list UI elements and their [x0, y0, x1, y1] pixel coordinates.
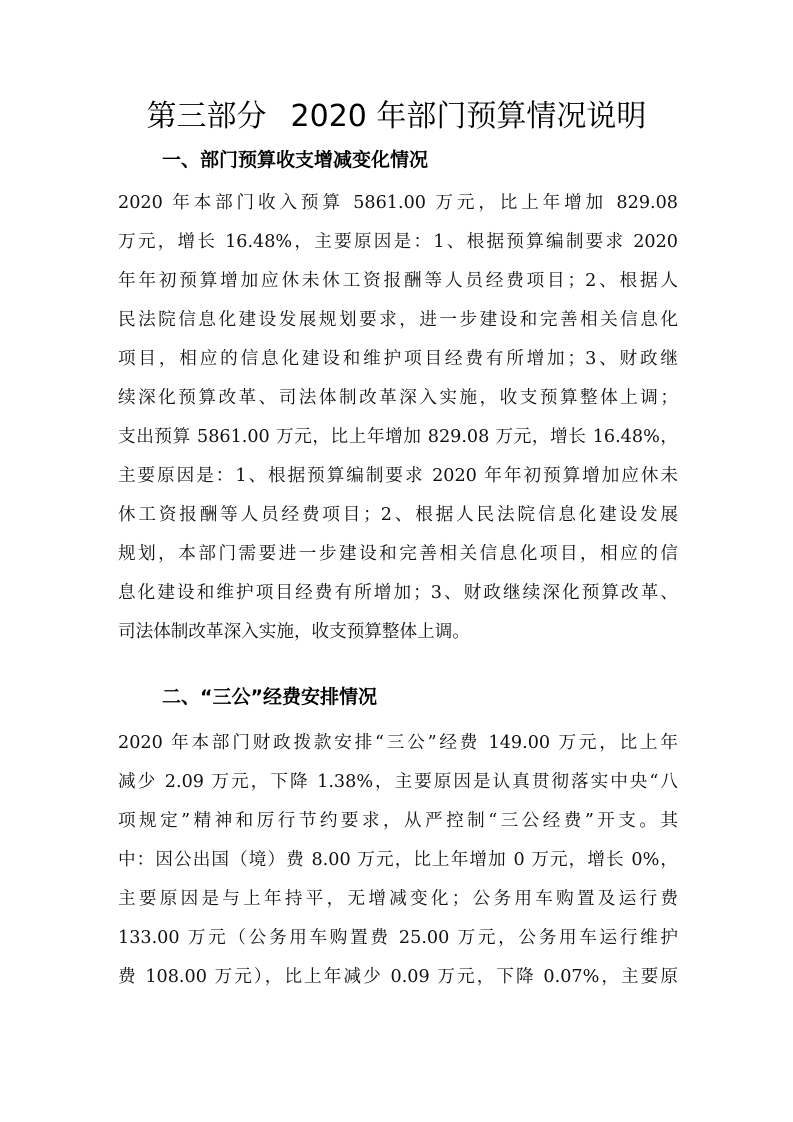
- paragraph-line: 规划，本部门需要进一步建设和完善相关信息化项目，相应的信: [118, 544, 678, 564]
- title-part: 第三部分: [146, 99, 267, 134]
- paragraph-line: 费 108.00 万元），比上年减少 0.09 万元，下降 0.07%，主要原: [118, 967, 678, 987]
- paragraph-line: 休工资报酬等人员经费项目；2、根据人民法院信息化建设发展: [118, 505, 678, 525]
- paragraph-line: 中：因公出国（境）费 8.00 万元，比上年增加 0 万元，增长 0%，: [118, 850, 678, 870]
- paragraph-line: 支出预算 5861.00 万元，比上年增加 829.08 万元，增长 16.48%，: [118, 427, 678, 447]
- title-text: 2020 年部门预算情况说明: [290, 99, 647, 134]
- paragraph-line: 民法院信息化建设发展规划要求，进一步建设和完善相关信息化: [118, 310, 678, 330]
- paragraph-line: 万元，增长 16.48%，主要原因是：1、根据预算编制要求 2020: [118, 232, 678, 252]
- section2-heading: 二、“三公”经费安排情况: [162, 686, 377, 708]
- paragraph-line: 减少 2.09 万元，下降 1.38%，主要原因是认真贯彻落实中央“八: [118, 772, 678, 792]
- paragraph-line: 主要原因是：1、根据预算编制要求 2020 年年初预算增加应休未: [118, 466, 678, 486]
- section1-heading: 一、部门预算收支增减变化情况: [162, 149, 429, 171]
- paragraph-line: 主要原因是与上年持平，无增减变化；公务用车购置及运行费: [118, 889, 678, 909]
- paragraph-line: 2020 年本部门收入预算 5861.00 万元，比上年增加 829.08: [118, 193, 678, 213]
- paragraph-line: 续深化预算改革、司法体制改革深入实施，收支预算整体上调；: [118, 388, 678, 408]
- paragraph-line: 项目，相应的信息化建设和维护项目经费有所增加；3、财政继: [118, 349, 678, 369]
- page-title: [0, 97, 793, 137]
- paragraph-line: 年年初预算增加应休未休工资报酬等人员经费项目；2、根据人: [118, 271, 678, 291]
- paragraph-line: 133.00 万元（公务用车购置费 25.00 万元，公务用车运行维护: [118, 928, 678, 948]
- paragraph-line: 2020 年本部门财政拨款安排“三公”经费 149.00 万元，比上年: [118, 733, 678, 753]
- paragraph-line: 息化建设和维护项目经费有所增加；3、财政继续深化预算改革、: [118, 583, 678, 603]
- paragraph-line: 司法体制改革深入实施，收支预算整体上调。: [118, 622, 470, 642]
- paragraph-line: 项规定”精神和厉行节约要求，从严控制“三公经费”开支。其: [118, 811, 678, 831]
